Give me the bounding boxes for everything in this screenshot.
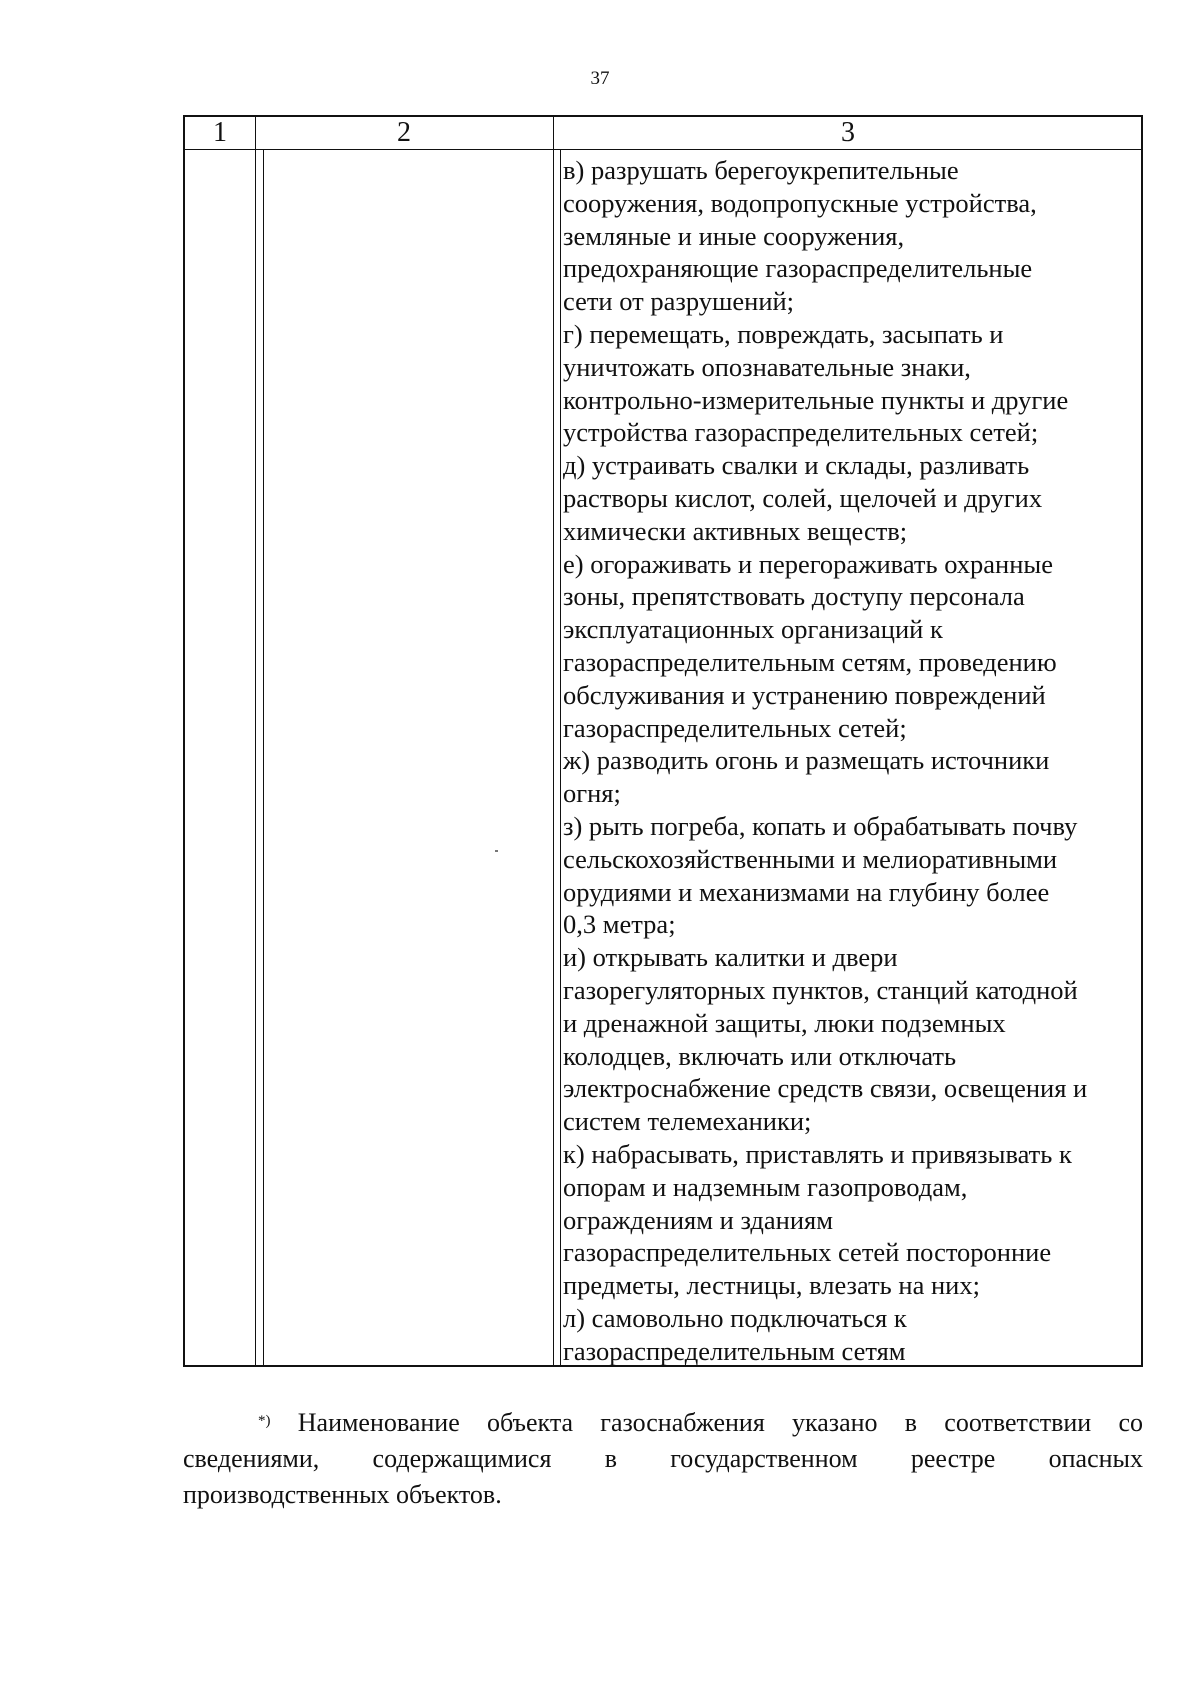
column-3-line: газораспределительных сетей посторонние — [563, 1237, 1052, 1268]
column-3-line: и дренажной защиты, люки подземных — [563, 1007, 1006, 1038]
column-3-line: 0,3 метра; — [563, 909, 676, 940]
column-3-line: опорам и надземным газопроводам, — [563, 1171, 968, 1202]
column-divider-2 — [553, 117, 554, 1365]
column-divider-1 — [255, 117, 256, 1365]
footnote-line-1 — [183, 1405, 1143, 1441]
column-3-line: растворы кислот, солей, щелочей и других — [563, 482, 1043, 513]
column-3-line: ограждениям и зданиям — [563, 1204, 833, 1235]
column-3-line: з) рыть погреба, копать и обрабатывать почву — [563, 810, 1078, 841]
column-3-line: газорегуляторных пунктов, станций катодной — [563, 974, 1078, 1005]
column-3-line: земляные и иные сооружения, — [563, 220, 905, 251]
column-3-line: газораспределительных сетей; — [563, 712, 907, 743]
column-3-line: эксплуатационных организаций к — [563, 614, 943, 645]
column-3-line: сооружения, водопропускные устройства, — [563, 187, 1037, 218]
column-3-line: орудиями и механизмами на глубину более — [563, 876, 1050, 907]
footnote — [183, 1405, 1143, 1513]
column-3-line: уничтожать опознавательные знаки, — [563, 351, 971, 382]
column-3-line: газораспределительным сетям — [563, 1335, 906, 1366]
column-3-line: е) огораживать и перегораживать охранные — [563, 548, 1053, 579]
column-3-line: химически активных веществ; — [563, 515, 908, 546]
footnote-line-2: сведениями, содержащимися в государственном реестре опасных — [183, 1444, 1143, 1473]
header-divider — [185, 149, 1141, 150]
column-3-line: газораспределительным сетям, проведению — [563, 646, 1057, 677]
column-3-line: сельскохозяйственными и мелиоративными — [563, 843, 1058, 874]
column-3-line: ж) разводить огонь и размещать источники — [563, 745, 1050, 776]
column-3-line: в) разрушать берегоукрепительные — [563, 155, 959, 185]
column-3-line: контрольно-измерительные пункты и другие — [563, 384, 1069, 415]
column-header-2: 2 — [397, 117, 411, 148]
column-3-line: и) открывать калитки и двери — [563, 942, 898, 973]
column-divider-2-inner — [560, 149, 561, 1365]
column-3-line: д) устраивать свалки и склады, разливать — [563, 450, 1030, 481]
column-3-line: г) перемещать, повреждать, засыпать и — [563, 318, 1004, 349]
scan-speck — [495, 850, 498, 852]
column-3-line: обслуживания и устранению повреждений — [563, 679, 1046, 710]
column-3-line: сети от разрушений; — [563, 286, 795, 317]
column-3-line: устройства газораспределительных сетей; — [563, 417, 1039, 448]
column-header-3: 3 — [841, 117, 855, 148]
footnote-line-1-text: Наименование объекта газоснабжения указано в соответствии со — [297, 1408, 1143, 1437]
column-3-line: огня; — [563, 778, 621, 809]
footnote-marker: *) — [258, 1413, 271, 1429]
column-divider-1-inner — [263, 149, 264, 1365]
column-3-line: к) набрасывать, приставлять и привязывать к — [563, 1138, 1072, 1169]
column-3-line: предохраняющие газораспределительные — [563, 253, 1033, 284]
column-3-line: электроснабжение средств связи, освещения и — [563, 1073, 1088, 1104]
column-3-line: предметы, лестницы, влезать на них; — [563, 1270, 980, 1301]
column-3-content — [563, 154, 1143, 1367]
footnote-line-3: производственных объектов. — [183, 1480, 502, 1509]
column-3-line: колодцев, включать или отключать — [563, 1040, 957, 1071]
column-header-1: 1 — [213, 117, 227, 148]
column-3-line: зоны, препятствовать доступу персонала — [563, 581, 1025, 612]
column-3-line: систем телемеханики; — [563, 1106, 812, 1137]
column-3-line: л) самовольно подключаться к — [563, 1302, 907, 1333]
restrictions-table — [183, 115, 1143, 1367]
page-number: 37 — [590, 68, 610, 89]
